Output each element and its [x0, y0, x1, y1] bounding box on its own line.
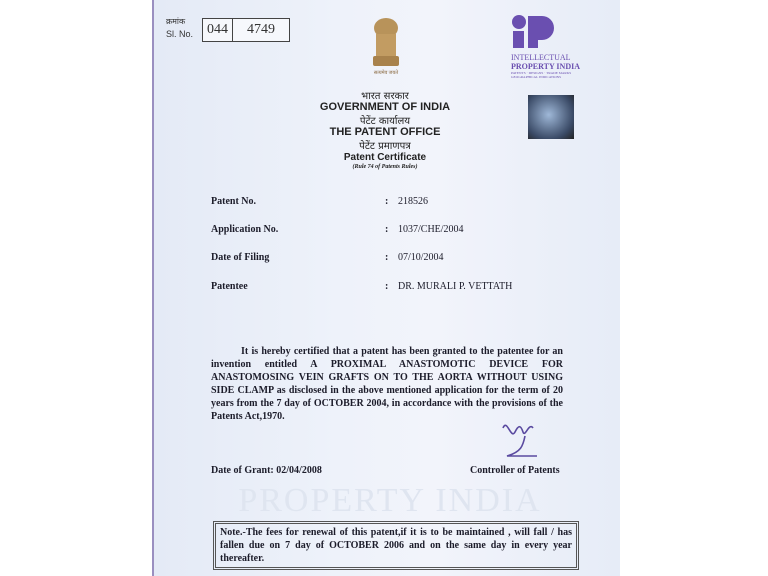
serial-number: 4749: [247, 22, 275, 37]
certification-text: It is hereby certified that a patent has been granted to the patentee for an invention entitled A PROXIMAL ANASTOMOTIC DEVICE FOR ANASTOMOSING VEIN GRAFTS ON TO THE AORTA WITHOUT USING SIDE CLAMP as disclosed in the above mentioned application for the term of 20 years from the 7 day of OCTOBER 2004, in accordance with the provisions of the Patents Act,1970.: [211, 346, 563, 422]
controller-label: Controller of Patents: [470, 465, 560, 476]
rule-text: (Rule 74 of Patents Rules): [352, 164, 418, 170]
ip-logo-line2: PROPERTY INDIA: [511, 62, 580, 71]
field-value: DR. MURALI P. VETTATH: [398, 281, 513, 292]
colon: :: [385, 252, 389, 263]
field-label: Date of Filing: [211, 252, 270, 263]
colon: :: [385, 196, 389, 207]
office-title: THE PATENT OFFICE: [329, 126, 441, 138]
serial-label-hi: क्रमांक: [166, 17, 186, 26]
ip-logo-icon: [511, 14, 561, 48]
gov-hindi: भारत सरकार: [361, 91, 409, 102]
colon: :: [385, 281, 389, 292]
colon: :: [385, 224, 389, 235]
field-label: Application No.: [211, 224, 279, 235]
ip-logo-line3: PATENTS · DESIGNS · TRADE MARKS: [511, 71, 572, 75]
cert-title: Patent Certificate: [343, 152, 427, 163]
serial-prefix: 044: [203, 19, 233, 41]
cert-hindi: पेटेंट प्रमाणपत्र: [359, 141, 411, 152]
date-of-grant: Date of Grant: 02/04/2008: [211, 465, 322, 476]
ip-logo-line1: INTELLECTUAL: [511, 53, 571, 62]
hologram-icon: [528, 95, 574, 139]
gov-title: GOVERNMENT OF INDIA: [319, 101, 451, 113]
serial-label: [166, 16, 193, 40]
signature: [495, 408, 545, 468]
national-emblem-icon: [368, 14, 404, 76]
ip-logo-line4: GEOGRAPHICAL INDICATIONS: [511, 75, 562, 79]
field-label: Patent No.: [211, 196, 256, 207]
serial-label-en: Sl. No.: [166, 29, 194, 39]
serial-number-box: [202, 18, 290, 42]
field-value: 07/10/2004: [398, 252, 444, 263]
ip-india-logo: [511, 14, 591, 79]
renewal-note: Note.-The fees for renewal of this patent,if it is to be maintained , will fall / has fallen due on 7 day of OCTOBER 2006 and on the same day in every year thereafter.: [213, 521, 579, 570]
watermark: PROPERTY INDIA: [238, 482, 542, 519]
field-value: 218526: [398, 196, 428, 207]
svg-text:सत्यमेव जयते: सत्यमेव जयते: [373, 71, 399, 76]
field-value: 1037/CHE/2004: [398, 224, 464, 235]
office-hindi: पेटेंट कार्यालय: [359, 116, 411, 127]
field-label: Patentee: [211, 281, 248, 292]
